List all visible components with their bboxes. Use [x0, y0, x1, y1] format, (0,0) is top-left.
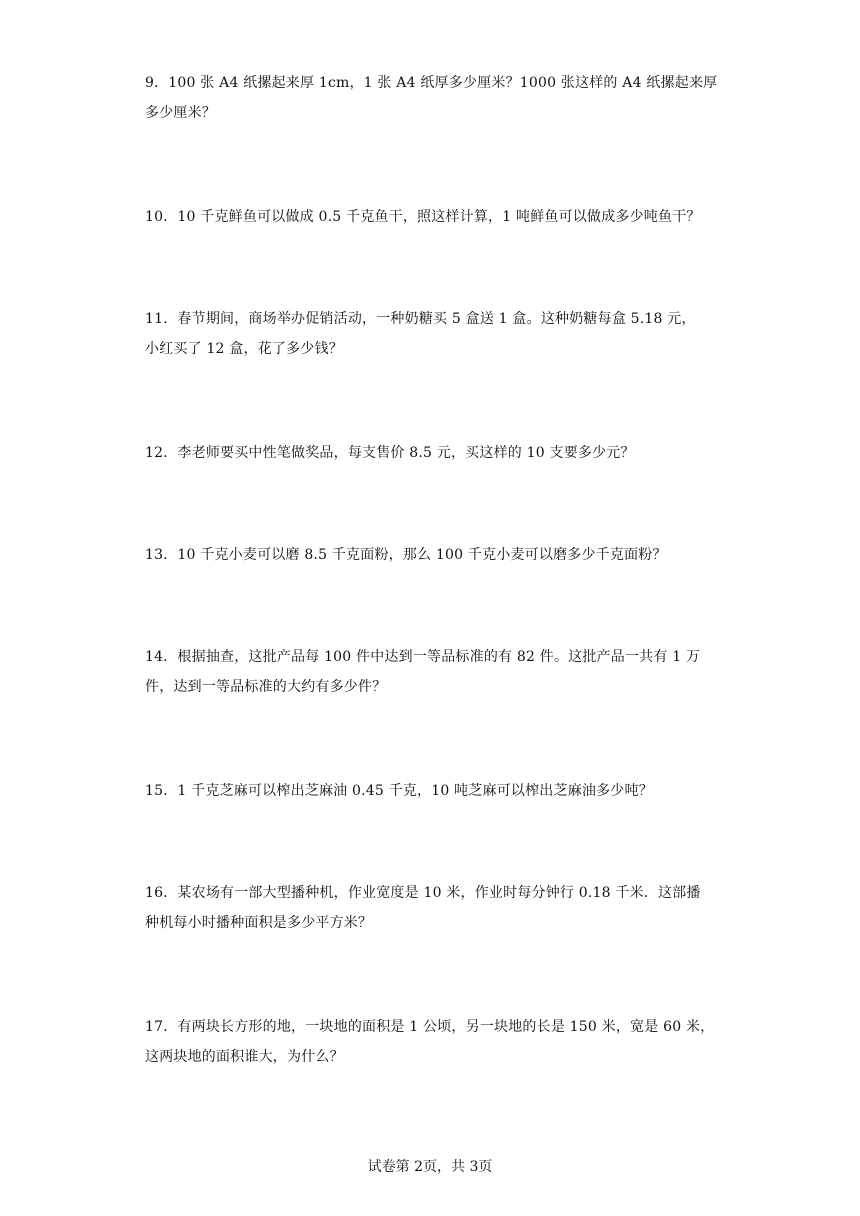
- question-12-line-1: 12．李老师要买中性笔做奖品，每支售价 8.5 元，买这样的 10 支要多少元？: [145, 445, 635, 461]
- question-11-line-1: 11．春节期间，商场举办促销活动，一种奶糖买 5 盒送 1 盒。这种奶糖每盒 5.18 元，: [145, 311, 696, 327]
- question-14-line-1: 14．根据抽查，这批产品每 100 件中达到一等品标准的有 82 件。这批产品一共有 1 万: [145, 649, 701, 665]
- question-9-line-2: 多少厘米？: [145, 105, 216, 121]
- question-15: [145, 776, 725, 806]
- question-17-line-2: 这两块地的面积谁大，为什么？: [145, 1049, 344, 1065]
- question-13: [145, 540, 725, 570]
- question-12: [145, 438, 725, 468]
- question-14-line-2: 件，达到一等品标准的大约有多少件？: [145, 679, 387, 695]
- question-11: [145, 304, 725, 364]
- question-9-line-1: 9．100 张 A4 纸摞起来厚 1cm，1 张 A4 纸厚多少厘米？1000 张这样的 A4 纸摞起来厚: [145, 75, 718, 91]
- question-14: [145, 642, 725, 702]
- question-17: [145, 1012, 725, 1072]
- question-16-line-1: 16．某农场有一部大型播种机，作业宽度是 10 米，作业时每分钟行 0.18 千米．这部播: [145, 885, 701, 901]
- question-13-line-1: 13．10 千克小麦可以磨 8.5 千克面粉，那么 100 千克小麦可以磨多少千克面粉？: [145, 547, 667, 563]
- question-16-line-2: 种机每小时播种面积是多少平方米？: [145, 915, 373, 931]
- question-16: [145, 878, 725, 938]
- question-15-line-1: 15．1 千克芝麻可以榨出芝麻油 0.45 千克，10 吨芝麻可以榨出芝麻油多少吨？: [145, 783, 653, 799]
- page-footer: 试卷第 2页，共 3页: [367, 1159, 493, 1175]
- question-10-line-1: 10．10 千克鲜鱼可以做成 0.5 千克鱼干，照这样计算，1 吨鲜鱼可以做成多少吨鱼干？: [145, 209, 701, 225]
- question-9: [145, 68, 725, 128]
- question-11-line-2: 小红买了 12 盒，花了多少钱？: [145, 341, 343, 357]
- question-10: [145, 202, 725, 232]
- question-17-line-1: 17．有两块长方形的地，一块地的面积是 1 公顷，另一块地的长是 150 米，宽是 60 米，: [145, 1019, 715, 1035]
